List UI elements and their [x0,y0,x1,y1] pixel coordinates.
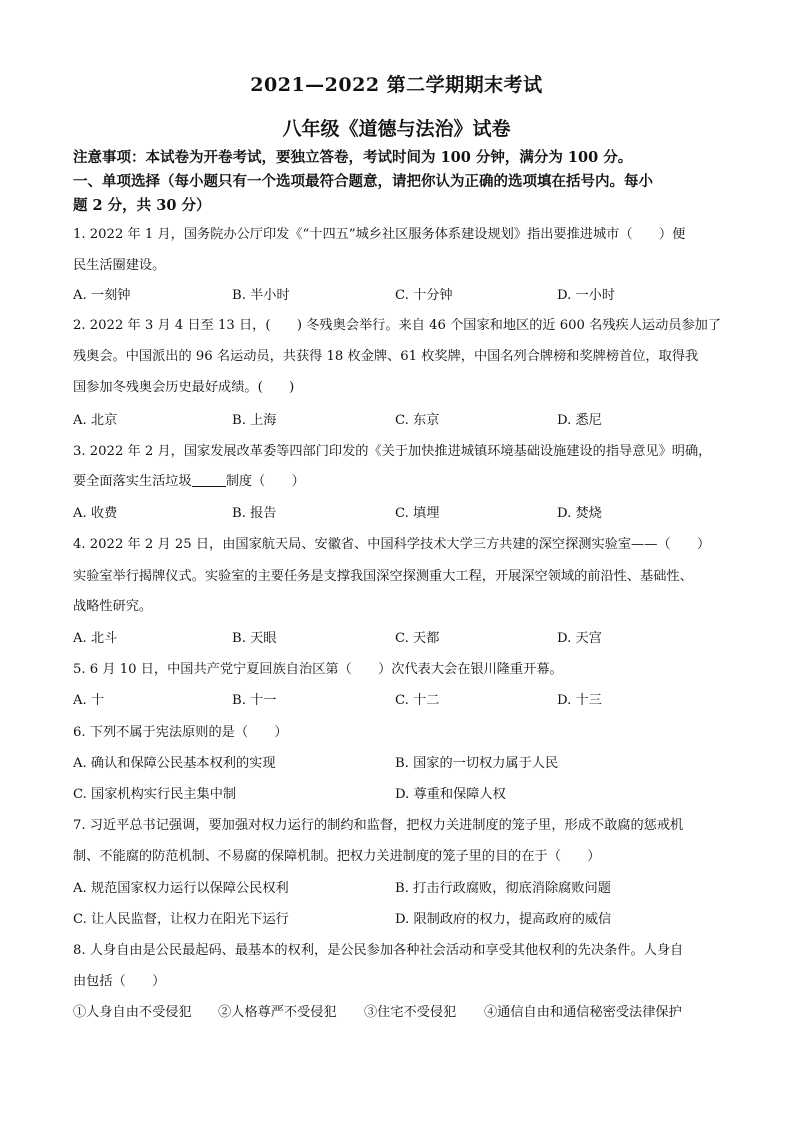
notice: 注意事项：本试卷为开卷考试，要独立答卷，考试时间为 100 分钟，满分为 100 分。 [73,149,633,166]
question-2-line1: 2. 2022 年 3 月 4 日至 13 日，( ) 冬残奥会举行。来自 46 个国家和地区的近 600 名残疾人运动员参加了 [73,318,722,333]
question-6-option-d: D. 尊重和保障人权 [395,787,506,802]
question-8-item-4: ④通信自由和通信秘密受法律保护 [484,1005,682,1020]
question-1-line1: 1. 2022 年 1 月，国务院办公厅印发《“十四五”城乡社区服务体系建设规划》指出要推进城市（ ）便 [73,227,686,242]
question-8-item-3: ③住宅不受侵犯 [364,1005,457,1020]
question-7-option-a: A. 规范国家权力运行以保障公民权利 [73,881,289,896]
question-1-line2: 民生活圈建设。 [73,258,166,273]
question-1-option-d: D. 一小时 [557,288,616,303]
question-1-option-a: A. 一刻钟 [73,288,131,303]
question-5-option-b: B. 十一 [232,693,277,708]
question-7-option-b: B. 打击行政腐败，彻底消除腐败问题 [395,881,611,896]
question-1-option-b: B. 半小时 [232,288,290,303]
question-6-line1: 6. 下列不属于宪法原则的是（ ） [73,725,288,740]
answer-blank [192,472,226,487]
question-7-line1: 7. 习近平总书记强调，要加强对权力运行的制约和监督，把权力关进制度的笼子里，形成不敢腐的惩戒机 [73,818,684,833]
question-8-line1: 8. 人身自由是公民最起码、最基本的权利，是公民参加各种社会活动和享受其他权利的先决条件。人身自 [73,943,684,958]
question-2-option-b: B. 上海 [232,413,277,428]
question-3-option-c: C. 填埋 [395,506,440,521]
question-7-option-c: C. 让人民监督，让权力在阳光下运行 [73,912,289,927]
question-2-line3: 国参加冬残奥会历史最好成绩。( ) [73,380,295,395]
question-8-item-1: ①人身自由不受侵犯 [73,1005,192,1020]
question-5-line1: 5. 6 月 10 日，中国共产党宁夏回族自治区第（ ）次代表大会在银川隆重开幕。 [73,662,563,677]
exam-title: 2021—2022 第二学期期末考试 [250,74,543,96]
question-4-line2: 实验室举行揭牌仪式。实验室的主要任务是支撑我国深空探测重大工程，开展深空领域的前沿性、基础性、 [73,569,693,584]
question-6-option-a: A. 确认和保障公民基本权利的实现 [73,756,276,771]
question-5-option-d: D. 十三 [557,693,602,708]
question-4-line3: 战略性研究。 [73,599,153,614]
question-3-option-a: A. 收费 [73,506,118,521]
question-7-line2: 制、不能腐的防范机制、不易腐的保障机制。把权力关进制度的笼子里的目的在于（ ） [73,849,601,864]
question-5-option-c: C. 十二 [395,693,440,708]
question-4-line1: 4. 2022 年 2 月 25 日，由国家航天局、安徽省、中国科学技术大学三方共建的深空探测实验室——（ ） [73,537,711,552]
section-heading-line2: 题 2 分，共 30 分） [73,197,211,214]
question-4-option-b: B. 天眼 [232,631,277,646]
question-8-line2: 由包括（ ） [73,974,166,989]
question-2-option-d: D. 悉尼 [557,413,602,428]
question-3-option-d: D. 焚烧 [557,506,602,521]
question-3-line2 [73,472,733,492]
question-3-line2-start: 要全面落实生活垃圾 [73,474,192,489]
question-2-option-c: C. 东京 [395,413,440,428]
exam-subtitle: 八年级《道德与法治》试卷 [282,118,511,140]
question-1-option-c: C. 十分钟 [395,288,453,303]
question-6-option-b: B. 国家的一切权力属于人民 [395,756,559,771]
question-2-line2: 残奥会。中国派出的 96 名运动员，共获得 18 枚金牌、61 枚奖牌，中国名列合牌榜和奖牌榜首位，取得我 [73,349,699,364]
question-2-option-a: A. 北京 [73,413,118,428]
question-8-item-2: ②人格尊严不受侵犯 [218,1005,337,1020]
question-4-option-d: D. 天宫 [557,631,602,646]
question-6-option-c: C. 国家机构实行民主集中制 [73,787,237,802]
question-3-option-b: B. 报告 [232,506,277,521]
question-7-option-d: D. 限制政府的权力，提高政府的威信 [395,912,612,927]
question-3-line1: 3. 2022 年 2 月，国家发展改革委等四部门印发的《关于加快推进城镇环境基础设施建设的指导意见》明确， [73,444,712,459]
question-3-line2-end: 制度（ ） [225,474,305,489]
section-heading-line1: 一、单项选择（每小题只有一个选项最符合题意，请把你认为正确的选项填在括号内。每小 [73,173,653,190]
question-5-option-a: A. 十 [73,693,105,708]
question-4-option-c: C. 天都 [395,631,440,646]
question-4-option-a: A. 北斗 [73,631,118,646]
